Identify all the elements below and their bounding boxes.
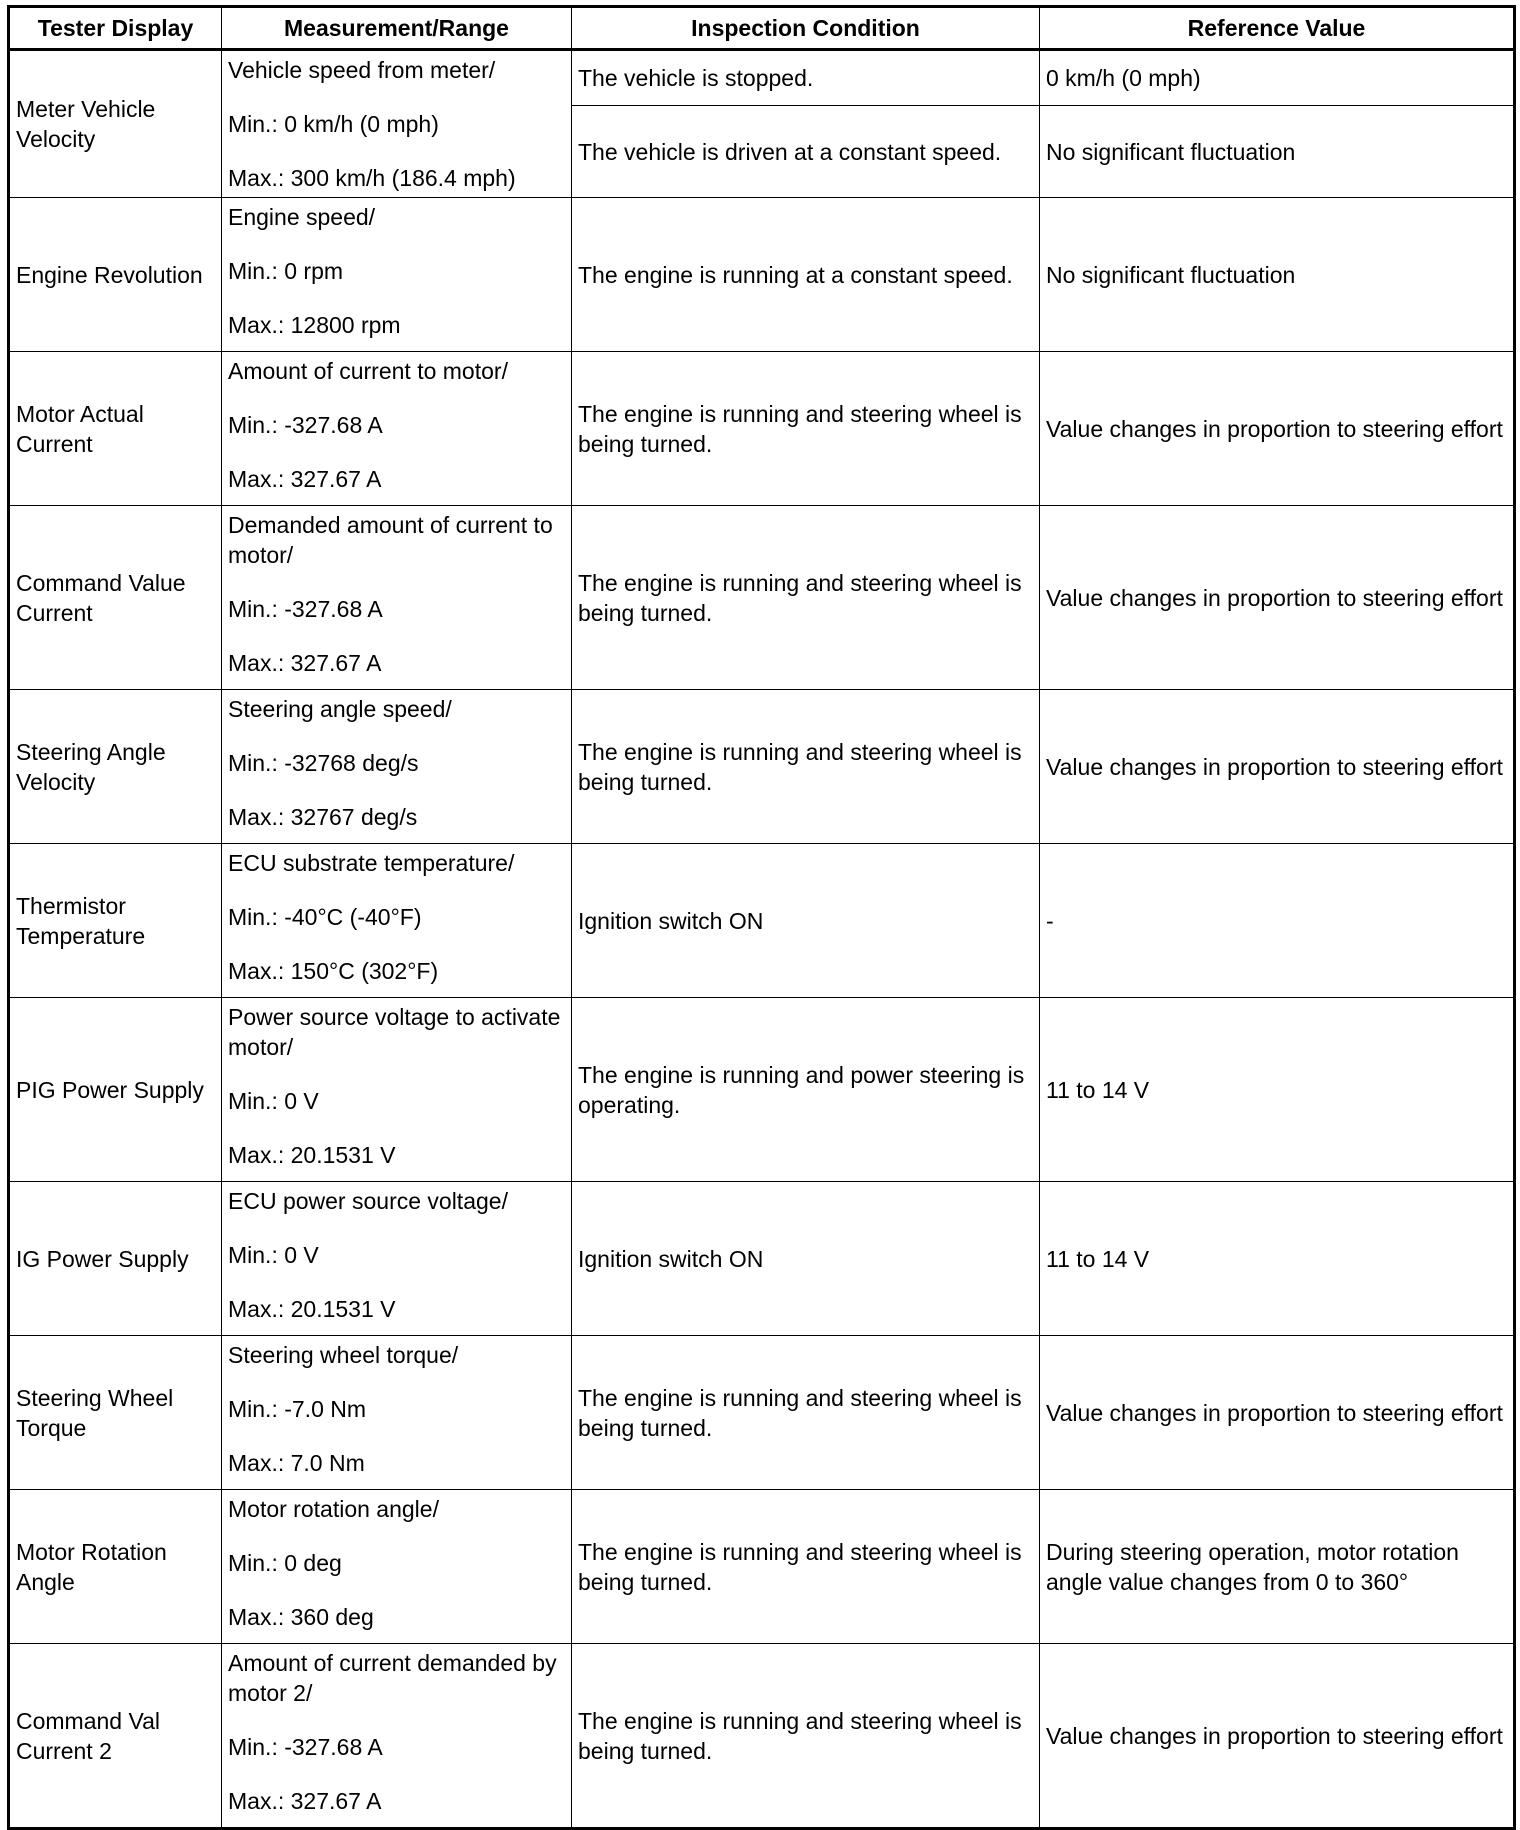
data-list-table <box>7 5 1516 1830</box>
tester-display-cell: Engine Revolution <box>9 198 222 352</box>
measurement-min: Min.: 0 V <box>228 1088 319 1114</box>
measurement-max: Max.: 12800 rpm <box>228 312 401 338</box>
measurement-min: Min.: -7.0 Nm <box>228 1396 367 1422</box>
measurement-min: Min.: 0 rpm <box>228 258 344 284</box>
tester-display-cell: IG Power Supply <box>9 1182 222 1336</box>
header-reference-value: Reference Value <box>1040 7 1515 50</box>
tester-display-cell: Meter Vehicle Velocity <box>9 50 222 198</box>
table-row <box>9 506 1515 690</box>
reference-value-cell: During steering operation, motor rotation angle value changes from 0 to 360° <box>1040 1490 1515 1644</box>
table-row <box>9 844 1515 998</box>
measurement-range-cell <box>222 844 572 998</box>
header-inspection-condition: Inspection Condition <box>572 7 1040 50</box>
measurement-line: Amount of current to motor/ <box>228 358 508 384</box>
reference-value-cell: - <box>1040 844 1515 998</box>
table-row <box>9 1336 1515 1490</box>
header-measurement-range: Measurement/Range <box>222 7 572 50</box>
measurement-range-cell <box>222 198 572 352</box>
table-row <box>9 1644 1515 1829</box>
table-row <box>9 690 1515 844</box>
measurement-range-cell <box>222 1182 572 1336</box>
measurement-range-cell <box>222 506 572 690</box>
inspection-condition-cell: The engine is running at a constant speed. <box>572 198 1040 352</box>
measurement-line: Vehicle speed from meter/ <box>228 57 496 83</box>
reference-value-cell: Value changes in proportion to steering effort <box>1040 690 1515 844</box>
measurement-range-cell <box>222 998 572 1182</box>
measurement-range-cell <box>222 1336 572 1490</box>
tester-display-cell: Steering Angle Velocity <box>9 690 222 844</box>
reference-value-cell: Value changes in proportion to steering effort <box>1040 352 1515 506</box>
data-list-table-wrapper <box>7 5 1513 1830</box>
measurement-max: Max.: 20.1531 V <box>228 1296 396 1322</box>
inspection-condition-cell: The engine is running and steering wheel is being turned. <box>572 506 1040 690</box>
measurement-line: Steering wheel torque/ <box>228 1342 459 1368</box>
measurement-min: Min.: 0 deg <box>228 1550 342 1576</box>
inspection-condition-cell: Ignition switch ON <box>572 1182 1040 1336</box>
measurement-range-cell <box>222 352 572 506</box>
reference-value-cell: 11 to 14 V <box>1040 998 1515 1182</box>
measurement-line: Engine speed/ <box>228 204 376 230</box>
inspection-condition-cell: The vehicle is stopped. <box>572 50 1040 106</box>
inspection-condition-cell: The engine is running and steering wheel is being turned. <box>572 690 1040 844</box>
table-row <box>9 1490 1515 1644</box>
measurement-range-cell <box>222 1644 572 1829</box>
measurement-max: Max.: 300 km/h (186.4 mph) <box>228 165 516 191</box>
reference-value-cell: Value changes in proportion to steering effort <box>1040 506 1515 690</box>
tester-display-cell: Motor Actual Current <box>9 352 222 506</box>
tester-display-cell: PIG Power Supply <box>9 998 222 1182</box>
table-row <box>9 198 1515 352</box>
measurement-max: Max.: 327.67 A <box>228 466 382 492</box>
header-tester-display: Tester Display <box>9 7 222 50</box>
measurement-line: ECU substrate temperature/ <box>228 850 515 876</box>
measurement-line: Demanded amount of current to motor/ <box>228 512 553 568</box>
measurement-line: ECU power source voltage/ <box>228 1188 508 1214</box>
inspection-condition-cell: The engine is running and steering wheel is being turned. <box>572 1644 1040 1829</box>
tester-display-cell: Command Value Current <box>9 506 222 690</box>
tester-display-cell: Command Val Current 2 <box>9 1644 222 1829</box>
header-row <box>9 7 1515 50</box>
measurement-line: Amount of current demanded by motor 2/ <box>228 1650 557 1706</box>
measurement-line: Power source voltage to activate motor/ <box>228 1004 561 1060</box>
table-row <box>9 998 1515 1182</box>
table-row <box>9 1182 1515 1336</box>
measurement-min: Min.: -327.68 A <box>228 596 383 622</box>
measurement-max: Max.: 327.67 A <box>228 650 382 676</box>
measurement-max: Max.: 150°C (302°F) <box>228 958 439 984</box>
inspection-condition-cell: The engine is running and steering wheel is being turned. <box>572 1490 1040 1644</box>
reference-value-cell: 11 to 14 V <box>1040 1182 1515 1336</box>
measurement-min: Min.: -40°C (-40°F) <box>228 904 422 930</box>
reference-value-cell: No significant fluctuation <box>1040 198 1515 352</box>
measurement-max: Max.: 20.1531 V <box>228 1142 396 1168</box>
inspection-condition-cell: The engine is running and steering wheel is being turned. <box>572 352 1040 506</box>
inspection-condition-cell: Ignition switch ON <box>572 844 1040 998</box>
measurement-min: Min.: -327.68 A <box>228 412 383 438</box>
reference-value-cell: Value changes in proportion to steering effort <box>1040 1644 1515 1829</box>
reference-value-cell: Value changes in proportion to steering effort <box>1040 1336 1515 1490</box>
inspection-condition-cell: The engine is running and power steering is operating. <box>572 998 1040 1182</box>
measurement-min: Min.: 0 V <box>228 1242 319 1268</box>
inspection-condition-cell: The engine is running and steering wheel is being turned. <box>572 1336 1040 1490</box>
table-row <box>9 352 1515 506</box>
reference-value-cell: No significant fluctuation <box>1040 106 1515 198</box>
measurement-range-cell <box>222 50 572 198</box>
measurement-max: Max.: 360 deg <box>228 1604 374 1630</box>
measurement-line: Motor rotation angle/ <box>228 1496 439 1522</box>
reference-value-cell: 0 km/h (0 mph) <box>1040 50 1515 106</box>
tester-display-cell: Steering Wheel Torque <box>9 1336 222 1490</box>
measurement-line: Steering angle speed/ <box>228 696 452 722</box>
tester-display-cell: Motor Rotation Angle <box>9 1490 222 1644</box>
measurement-min: Min.: 0 km/h (0 mph) <box>228 111 439 137</box>
inspection-condition-cell: The vehicle is driven at a constant speed. <box>572 106 1040 198</box>
measurement-max: Max.: 32767 deg/s <box>228 804 418 830</box>
measurement-min: Min.: -327.68 A <box>228 1734 383 1760</box>
measurement-range-cell <box>222 1490 572 1644</box>
measurement-range-cell <box>222 690 572 844</box>
measurement-min: Min.: -32768 deg/s <box>228 750 419 776</box>
table-row <box>9 50 1515 106</box>
measurement-max: Max.: 327.67 A <box>228 1788 382 1814</box>
tester-display-cell: Thermistor Temperature <box>9 844 222 998</box>
measurement-max: Max.: 7.0 Nm <box>228 1450 365 1476</box>
